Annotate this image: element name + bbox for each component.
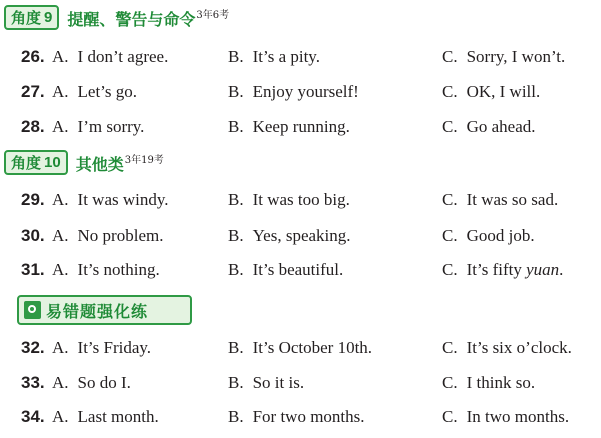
option-letter-a: A. — [52, 226, 69, 245]
option-b-text: So it is. — [252, 373, 305, 392]
option-c — [442, 47, 565, 67]
angle-tag-9 — [4, 5, 59, 30]
reinforcement-header — [17, 295, 192, 325]
option-a-text: Let’s go. — [77, 82, 138, 101]
option-a-text: So do I. — [77, 373, 131, 392]
option-a-text: It’s nothing. — [77, 260, 160, 279]
question-number: 27. — [21, 82, 45, 101]
option-letter-b: B. — [228, 260, 244, 279]
option-b — [228, 117, 350, 137]
option-b — [228, 226, 351, 246]
option-a — [52, 82, 137, 102]
section-sup-10: 3年19考 — [124, 155, 164, 166]
option-c — [442, 407, 569, 427]
option-c-italic-word: yuan — [526, 260, 560, 279]
option-c-text: OK, I will. — [466, 82, 541, 101]
option-a — [52, 260, 160, 280]
option-c-text: It’s fifty — [466, 260, 527, 279]
option-c — [442, 117, 536, 137]
option-letter-c: C. — [442, 338, 458, 357]
option-letter-a: A. — [52, 407, 69, 426]
option-a-text: I’m sorry. — [77, 117, 145, 136]
option-b — [228, 82, 359, 102]
option-letter-b: B. — [228, 338, 244, 357]
option-letter-c: C. — [442, 226, 458, 245]
question-number: 28. — [21, 117, 45, 136]
question-row-34 — [0, 407, 601, 431]
angle-tag-label: 角度 — [11, 9, 42, 27]
option-letter-a: A. — [52, 82, 69, 101]
option-c-text: It was so sad. — [466, 190, 559, 209]
option-letter-b: B. — [228, 82, 244, 101]
option-a-text: I don’t agree. — [77, 47, 169, 66]
section-sup-9: 3年6考 — [196, 10, 230, 21]
question-row-30 — [0, 226, 601, 250]
option-c — [442, 190, 558, 210]
option-b-text: For two months. — [252, 407, 365, 426]
question-row-29 — [0, 190, 601, 214]
question-number: 30. — [21, 226, 45, 245]
option-a-text: Last month. — [77, 407, 159, 426]
angle-tag-number: 9 — [44, 9, 53, 26]
question-row-32 — [0, 338, 601, 362]
option-letter-a: A. — [52, 190, 69, 209]
angle-tag-label: 角度 — [11, 154, 42, 172]
option-b — [228, 407, 365, 427]
question-row-31 — [0, 260, 601, 284]
option-letter-c: C. — [442, 407, 458, 426]
option-b — [228, 260, 343, 280]
option-a — [52, 47, 168, 67]
option-c — [442, 82, 540, 102]
option-c-text: Go ahead. — [466, 117, 536, 136]
angle-tag-number: 10 — [44, 154, 61, 171]
option-letter-b: B. — [228, 190, 244, 209]
option-letter-c: C. — [442, 260, 458, 279]
option-letter-a: A. — [52, 260, 69, 279]
option-c-text: In two months. — [466, 407, 570, 426]
option-letter-c: C. — [442, 117, 458, 136]
option-letter-a: A. — [52, 117, 69, 136]
option-letter-c: C. — [442, 47, 458, 66]
option-a-text: No problem. — [77, 226, 164, 245]
option-a — [52, 407, 159, 427]
option-b-text: It’s beautiful. — [252, 260, 344, 279]
option-c-period: . — [559, 260, 564, 279]
option-a — [52, 117, 144, 137]
option-letter-b: B. — [228, 226, 244, 245]
option-a — [52, 338, 151, 358]
section-header-10 — [4, 150, 164, 175]
angle-tag-10 — [4, 150, 68, 175]
question-number: 26. — [21, 47, 45, 66]
option-letter-b: B. — [228, 407, 244, 426]
option-c — [442, 338, 572, 358]
option-c-text: I think so. — [466, 373, 536, 392]
question-number: 33. — [21, 373, 45, 392]
question-number: 34. — [21, 407, 45, 426]
option-c — [442, 373, 535, 393]
question-number: 32. — [21, 338, 45, 357]
book-icon — [24, 301, 41, 319]
option-a-text: It’s Friday. — [77, 338, 152, 357]
option-letter-b: B. — [228, 47, 244, 66]
option-b — [228, 373, 304, 393]
question-row-33 — [0, 373, 601, 397]
question-number: 31. — [21, 260, 45, 279]
option-a — [52, 190, 169, 210]
option-letter-a: A. — [52, 338, 69, 357]
option-letter-c: C. — [442, 82, 458, 101]
option-b-text: It was too big. — [252, 190, 350, 209]
option-c — [442, 226, 535, 246]
option-b-text: It’s October 10th. — [252, 338, 373, 357]
option-letter-a: A. — [52, 373, 69, 392]
reinforcement-title: 易错题强化练 — [46, 301, 149, 321]
option-a-text: It was windy. — [77, 190, 169, 209]
question-row-26 — [0, 47, 601, 71]
section-title-9: 提醒、警告与命令 — [67, 10, 196, 29]
option-b-text: Keep running. — [252, 117, 350, 136]
option-c-text: Sorry, I won’t. — [466, 47, 566, 66]
option-letter-b: B. — [228, 117, 244, 136]
option-c — [442, 260, 563, 280]
option-letter-c: C. — [442, 373, 458, 392]
option-letter-a: A. — [52, 47, 69, 66]
section-title-10: 其他类 — [75, 155, 124, 174]
option-letter-b: B. — [228, 373, 244, 392]
option-letter-c: C. — [442, 190, 458, 209]
option-a — [52, 373, 131, 393]
option-c-text: Good job. — [466, 226, 535, 245]
option-b — [228, 190, 350, 210]
option-b — [228, 338, 372, 358]
option-b-text: Yes, speaking. — [252, 226, 351, 245]
option-b-text: It’s a pity. — [252, 47, 320, 66]
question-number: 29. — [21, 190, 45, 209]
option-c-text: It’s six o’clock. — [466, 338, 572, 357]
question-row-27 — [0, 82, 601, 106]
question-row-28 — [0, 117, 601, 141]
option-b-text: Enjoy yourself! — [252, 82, 359, 101]
option-b — [228, 47, 320, 67]
option-a — [52, 226, 163, 246]
section-header-9 — [4, 5, 229, 30]
